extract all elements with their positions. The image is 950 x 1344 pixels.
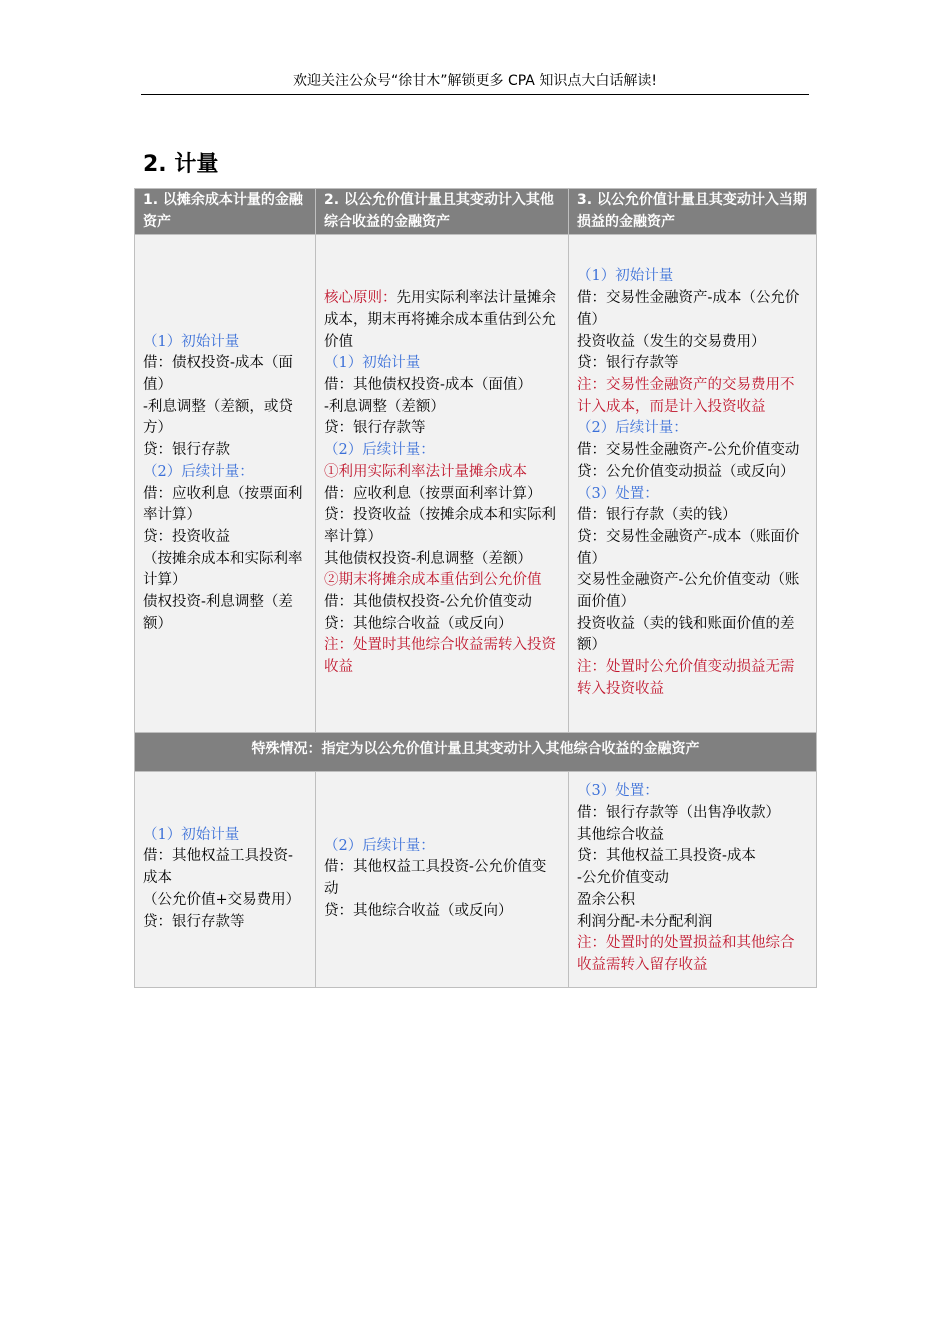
cell-equity-initial	[135, 771, 316, 987]
cell-amortized-cost	[135, 235, 316, 733]
special-case-row	[135, 733, 817, 772]
cell-line: 贷：其他综合收益（或反向）	[324, 615, 513, 632]
cell-line: ①利用实际利率法计量摊余成本	[324, 463, 527, 480]
cell-line: 贷：投资收益（按摊余成本和实际利率计算）	[324, 507, 556, 545]
cell-line: 借：交易性金融资产-成本（公允价值）	[577, 290, 800, 328]
cell-line: 贷：其他综合收益（或反向）	[324, 902, 513, 919]
cell-line: 注：处置时其他综合收益需转入投资收益	[324, 637, 556, 676]
cell-line: （公允价值+交易费用）	[143, 891, 301, 908]
cell-line: 借：银行存款（卖的钱）	[577, 507, 737, 524]
cell-line: -利息调整（差额）	[324, 398, 445, 415]
cell-equity-subsequent	[316, 771, 569, 987]
cell-line: 注：处置时的处置损益和其他综合收益需转入留存收益	[577, 935, 795, 973]
principle-label: 核心原则：	[324, 290, 397, 307]
cell-line: 其他综合收益	[577, 826, 664, 843]
cell-line: 贷：银行存款等	[577, 355, 679, 372]
cell-line: 贷：交易性金融资产-成本（账面价值）	[577, 528, 800, 567]
cell-line: 借：应收利息（按票面利率计算）	[143, 485, 303, 524]
cell-line: （3）处置：	[577, 783, 659, 800]
header-amortized-cost: 1. 以摊余成本计量的金融资产	[135, 189, 316, 235]
cell-line: 其他债权投资-利息调整（差额）	[324, 550, 532, 567]
page-header-text: 欢迎关注公众号“徐甘木”解锁更多 CPA 知识点大白话解读!	[293, 73, 657, 89]
cell-line: 贷：银行存款	[143, 442, 230, 459]
cell-line: -利息调整（差额，或贷方）	[143, 398, 293, 437]
cell-line: 债权投资-利息调整（差额）	[143, 594, 293, 632]
cell-line: 借：债权投资-成本（面值）	[143, 355, 293, 393]
header-fvoci: 2. 以公允价值计量且其变动计入其他综合收益的金融资产	[316, 189, 569, 235]
cell-fvoci	[316, 235, 569, 733]
cell-line: （1）初始计量	[577, 268, 674, 285]
page-header	[141, 70, 809, 95]
cell-line: （1）初始计量	[143, 826, 240, 843]
cell-line	[324, 288, 560, 353]
measurement-table	[134, 188, 817, 988]
cell-line: 贷：公允价值变动损益（或反向）	[577, 463, 795, 480]
cell-line: （2）后续计量：	[324, 837, 435, 854]
cell-line: （2）后续计量：	[324, 442, 435, 459]
cell-line: 投资收益（卖的钱和账面价值的差额）	[577, 615, 795, 654]
cell-line: （2）后续计量：	[577, 420, 688, 437]
cell-line: ②期末将摊余成本重估到公允价值	[324, 572, 542, 589]
section-title: 2. 计量	[143, 152, 219, 177]
cell-line: 借：银行存款等（出售净收款）	[577, 805, 780, 822]
cell-line: 投资收益（发生的交易费用）	[577, 333, 766, 350]
cell-line: （3）处置：	[577, 485, 659, 502]
cell-line: 借：其他权益工具投资-公允价值变动	[324, 859, 547, 897]
cell-line: 交易性金融资产-公允价值变动（账面价值）	[577, 572, 800, 611]
cell-line: 利润分配-未分配利润	[577, 913, 713, 930]
cell-line: 借：其他债权投资-成本（面值）	[324, 376, 532, 393]
cell-line: 贷：其他权益工具投资-成本	[577, 848, 756, 865]
cell-line: 贷：银行存款等	[143, 913, 245, 930]
table-header-row	[135, 189, 817, 235]
cell-line: 借：交易性金融资产-公允价值变动	[577, 442, 800, 459]
cell-line: （1）初始计量	[324, 355, 421, 372]
cell-line: 注：处置时公允价值变动损益无需转入投资收益	[577, 659, 795, 697]
cell-line: 盈余公积	[577, 891, 635, 908]
table-row	[135, 771, 817, 987]
header-fvtpl: 3. 以公允价值计量且其变动计入当期损益的金融资产	[569, 189, 817, 235]
cell-line: 借：其他债权投资-公允价值变动	[324, 594, 532, 611]
cell-line: （2）后续计量：	[143, 463, 254, 480]
cell-equity-disposal	[569, 771, 817, 987]
cell-line: 贷：投资收益	[143, 528, 230, 545]
cell-line: 借：应收利息（按票面利率计算）	[324, 485, 542, 502]
cell-line: 贷：银行存款等	[324, 420, 426, 437]
cell-line: （按摊余成本和实际利率计算）	[143, 550, 303, 589]
principle-text: 先用实际利率法计量摊余成本，期末再将摊余成本重估到公允价值	[324, 290, 556, 350]
cell-line: 借：其他权益工具投资-成本	[143, 848, 293, 887]
cell-line: -公允价值变动	[577, 870, 669, 887]
cell-fvtpl	[569, 235, 817, 733]
special-case-header: 特殊情况：指定为以公允价值计量且其变动计入其他综合收益的金融资产	[135, 733, 817, 772]
table-row	[135, 235, 817, 733]
cell-line: 注：交易性金融资产的交易费用不计入成本，而是计入投资收益	[577, 376, 795, 415]
cell-line: （1）初始计量	[143, 333, 240, 350]
